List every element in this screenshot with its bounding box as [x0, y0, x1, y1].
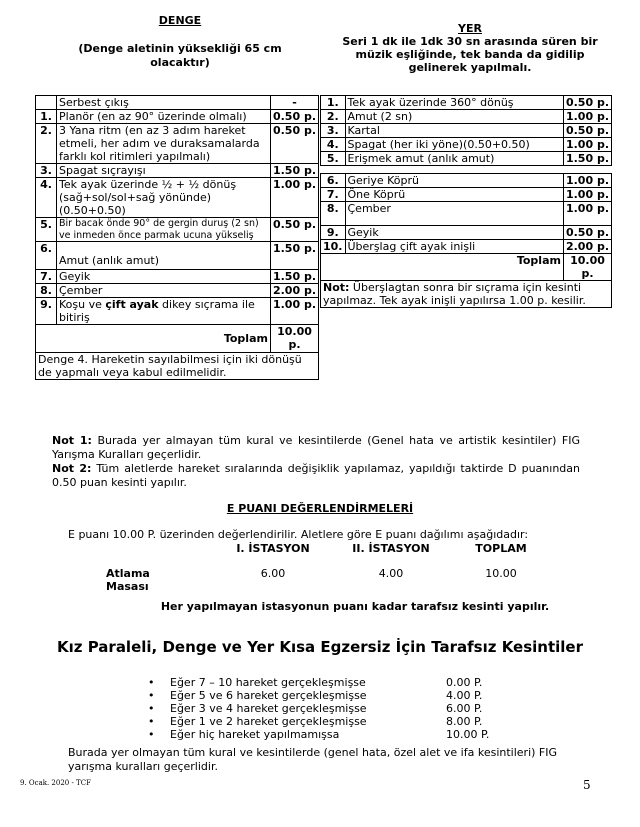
epuani-bottom: Her yapılmayan istasyonun puanı kadar tarafsız kesinti yapılır. — [160, 600, 550, 613]
yer-note — [321, 281, 612, 308]
epuani-title: E PUANI DEĞERLENDİRMELERİ — [226, 502, 414, 515]
total-label: Toplam — [57, 325, 271, 353]
row-text — [57, 298, 271, 325]
row-text-a: Koşu ve — [59, 298, 106, 311]
list-item-text: Eğer 5 ve 6 hareket gerçekleşmişse — [170, 689, 367, 702]
row-points: 0.50 p. — [270, 110, 318, 124]
row-text: Tek ayak üzerinde 360° dönüş — [345, 96, 563, 110]
row-text: Çember — [57, 284, 271, 298]
row-text: Planör (en az 90° üzerinde olmalı) — [57, 110, 271, 124]
page-number: 5 — [583, 778, 591, 792]
table-row — [321, 138, 612, 152]
epuani-col3: TOPLAM — [475, 542, 527, 555]
row-points: 1.00 p. — [563, 202, 611, 226]
row-points: 1.00 p. — [563, 174, 611, 188]
kesinti-footer: Burada yer olmayan tüm kural ve kesintilerde (genel hata, özel alet ve ifa kesintileri) FIG yarışma kuralları geçerlidir. — [68, 746, 558, 773]
bullet-icon: • — [148, 676, 155, 689]
spacer-row — [321, 166, 612, 174]
note-row — [321, 281, 612, 308]
row-points: 0.50 p. — [270, 218, 318, 242]
row-text: Serbest çıkış — [57, 96, 271, 110]
yer-title: YER — [458, 22, 482, 35]
row-points: 1.00 p. — [270, 178, 318, 218]
note-1-label: Not 1: — [52, 434, 92, 447]
row-text: Überşlag çift ayak inişli — [345, 240, 563, 254]
table-row — [36, 96, 319, 110]
table-row — [36, 164, 319, 178]
row-text: Bir bacak önde 90° de gergin duruş (2 sn) ve inmeden önce parmak ucuna yükseliş — [57, 218, 271, 242]
total-value: 10.00 p. — [563, 254, 611, 281]
row-text: Spagat (her iki yöne)(0.50+0.50) — [345, 138, 563, 152]
row-text: Öne Köprü — [345, 188, 563, 202]
row-text: Geyik — [345, 226, 563, 240]
row-points: 1.50 p. — [270, 164, 318, 178]
row-num: 4. — [36, 178, 57, 218]
row-num: 9. — [36, 298, 57, 325]
epuani-col1: I. İSTASYON — [236, 542, 310, 555]
row-num: 7. — [36, 270, 57, 284]
row-text: Geyik — [57, 270, 271, 284]
row-text: Tek ayak üzerinde ½ + ½ dönüş (sağ+sol/sol+sağ yönünde) (0.50+0.50) — [57, 178, 271, 218]
yer-subtitle: Seri 1 dk ile 1dk 30 sn arasında süren bir müzik eşliğinde, tek banda da gidilip gelinerek yapılmalı. — [342, 35, 598, 74]
total-value: 10.00 p. — [270, 325, 318, 353]
table-row — [321, 226, 612, 240]
row-num — [36, 96, 57, 110]
note-2 — [52, 462, 580, 490]
list-item-text: Eğer 7 – 10 hareket gerçekleşmişse — [170, 676, 366, 689]
row-num: 8. — [321, 202, 346, 226]
table-row — [321, 188, 612, 202]
list-item — [148, 689, 548, 702]
table-row — [36, 242, 319, 270]
row-text: Amut (2 sn) — [345, 110, 563, 124]
row-num: 9. — [321, 226, 346, 240]
row-num: 5. — [321, 152, 346, 166]
list-item-points: 10.00 P. — [446, 728, 490, 741]
bullet-icon: • — [148, 702, 155, 715]
table-row — [321, 124, 612, 138]
row-num: 6. — [321, 174, 346, 188]
list-item — [148, 702, 548, 715]
total-row — [36, 325, 319, 353]
epuani-col2: II. İSTASYON — [352, 542, 430, 555]
list-item — [148, 676, 548, 689]
table-row — [321, 174, 612, 188]
row-text — [57, 242, 271, 270]
table-row — [36, 218, 319, 242]
row-text: 3 Yana ritm (en az 3 adım hareket etmeli, her adım ve duraksamalarda farklı kol ritimleri yapılmalı) — [57, 124, 271, 164]
row-num: 3. — [321, 124, 346, 138]
row-points: 0.50 p. — [563, 96, 611, 110]
table-row — [36, 298, 319, 325]
row-points: 1.00 p. — [563, 188, 611, 202]
notes-block — [52, 434, 580, 490]
row-num: 2. — [321, 110, 346, 124]
bullet-icon: • — [148, 715, 155, 728]
epuani-v1: 6.00 — [260, 567, 286, 580]
list-item-text: Eğer 1 ve 2 hareket gerçekleşmişse — [170, 715, 367, 728]
yer-note-text: Überşlagtan sonra bir sıçrama için kesinti yapılmaz. Tek ayak inişli yapılırsa 1.00 p. kesilir. — [323, 281, 586, 307]
table-row — [36, 110, 319, 124]
row-text-b: çift ayak — [105, 298, 159, 311]
bullet-icon: • — [148, 689, 155, 702]
bullet-icon: • — [148, 728, 155, 741]
row-text: Çember — [345, 202, 563, 226]
row-num: 2. — [36, 124, 57, 164]
list-item-points: 6.00 P. — [446, 702, 483, 715]
row-points: 0.50 p. — [563, 124, 611, 138]
epuani-intro: E puanı 10.00 P. üzerinden değerlendirilir. Aletlere göre E puanı dağılımı aşağıdadır: — [68, 528, 529, 541]
row-points: 2.00 p. — [563, 240, 611, 254]
list-item-text: Eğer 3 ve 4 hareket gerçekleşmişse — [170, 702, 367, 715]
row-num: 7. — [321, 188, 346, 202]
denge-subtitle: (Denge aletinin yüksekliği 65 cm olacaktır) — [78, 42, 282, 69]
row-num: 1. — [36, 110, 57, 124]
epuani-v3: 10.00 — [485, 567, 517, 580]
kesinti-list — [148, 676, 548, 741]
row-num: 1. — [321, 96, 346, 110]
table-row — [321, 110, 612, 124]
row-points: 0.50 p. — [270, 124, 318, 164]
row-points: 1.00 p. — [563, 138, 611, 152]
epuani-v2: 4.00 — [378, 567, 404, 580]
table-row — [36, 284, 319, 298]
row-points: 1.50 p. — [270, 242, 318, 270]
page-date: 9. Ocak. 2020 - TCF — [20, 779, 91, 787]
row-num: 10. — [321, 240, 346, 254]
row-points: 1.50 p. — [563, 152, 611, 166]
total-row — [321, 254, 612, 281]
list-item-points: 0.00 P. — [446, 676, 483, 689]
note-2-text: Tüm aletlerde hareket sıralarında değişiklik yapılamaz, yapıldığı taktirde D puanından 0.50 puan kesinti yapılır. — [52, 462, 580, 489]
row-points: 0.50 p. — [563, 226, 611, 240]
row-num: 8. — [36, 284, 57, 298]
row-num: 3. — [36, 164, 57, 178]
list-item — [148, 715, 548, 728]
list-item-points: 4.00 P. — [446, 689, 483, 702]
row-points: 2.00 p. — [270, 284, 318, 298]
total-label: Toplam — [345, 254, 563, 281]
kesinti-title: Kız Paraleli, Denge ve Yer Kısa Egzersiz İçin Tarafsız Kesintiler — [56, 638, 583, 656]
table-row — [321, 152, 612, 166]
note-2-label: Not 2: — [52, 462, 92, 475]
denge-title: DENGE — [158, 14, 202, 27]
yer-note-label: Not: — [323, 281, 350, 294]
table-row — [36, 178, 319, 218]
row-points: 1.50 p. — [270, 270, 318, 284]
row-text: Erişmek amut (anlık amut) — [345, 152, 563, 166]
row-text: Spagat sıçrayışı — [57, 164, 271, 178]
row-points: 1.00 p. — [563, 110, 611, 124]
row-points: 1.00 p. — [270, 298, 318, 325]
table-row — [36, 124, 319, 164]
note-1-text: Burada yer almayan tüm kural ve kesintilerde (Genel hata ve artistik kesintiler) FIG Yarışma Kuralları geçerlidir. — [52, 434, 580, 461]
row-text: Kartal — [345, 124, 563, 138]
denge-footer: Denge 4. Hareketin sayılabilmesi için iki dönüşü de yapmalı veya kabul edilmelidir. — [36, 353, 319, 380]
table-row — [321, 240, 612, 254]
footer-row — [36, 353, 319, 380]
table-row — [321, 96, 612, 110]
list-item-points: 8.00 P. — [446, 715, 483, 728]
table-row — [36, 270, 319, 284]
yer-table — [320, 95, 612, 308]
denge-table — [35, 95, 319, 380]
row-text: Geriye Köprü — [345, 174, 563, 188]
list-item-text: Eğer hiç hareket yapılmamışsa — [170, 728, 340, 741]
row-num: 6. — [36, 242, 57, 270]
row-text-c: dikey sıçrama ile bitiriş — [59, 298, 255, 324]
table-row — [321, 202, 612, 226]
row-points: - — [270, 96, 318, 110]
row-text-label: Amut (anlık amut) — [59, 254, 160, 267]
note-1 — [52, 434, 580, 462]
list-item — [148, 728, 548, 741]
row-num: 5. — [36, 218, 57, 242]
epuani-row-label: Atlama Masası — [106, 567, 150, 593]
row-num: 4. — [321, 138, 346, 152]
